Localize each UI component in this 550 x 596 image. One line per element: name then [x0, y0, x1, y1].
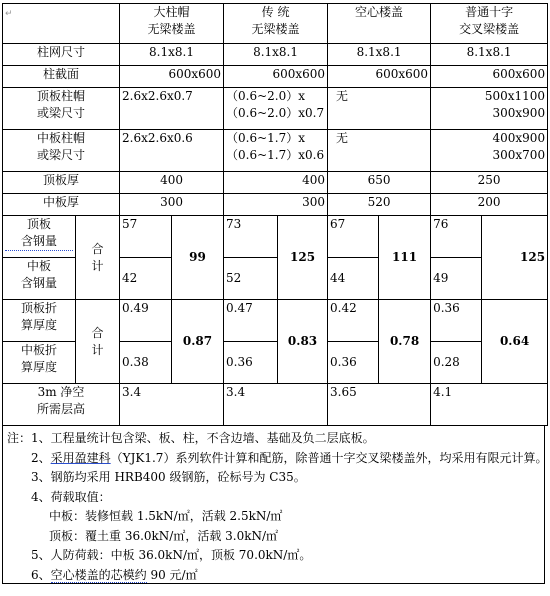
value-cell: 无: [328, 88, 431, 130]
value-cell: 600x600: [431, 66, 548, 88]
note-2: 2、采用盈建科（YJK1.7）系列软件计算和配筋，除普通十字交叉梁楼盖外，均采用有限元计算。: [31, 450, 548, 465]
total-cell: 99: [172, 216, 224, 300]
row-floor-height: [3, 384, 548, 426]
value-cell: 8.1x8.1: [431, 44, 548, 66]
value-cell: （0.6~1.7）x （0.6~1.7）x0.6: [224, 130, 328, 172]
value-cell: 650: [328, 172, 431, 194]
note-2-link: 采用盈建科: [50, 450, 111, 465]
value-cell: 0.49: [120, 300, 172, 342]
note-5: 5、人防荷载：中板 36.0kN/㎡，顶板 70.0kN/㎡。: [31, 548, 312, 562]
label-column-section: 柱截面: [3, 66, 120, 88]
label-steel-top: 顶板 含钢量: [3, 216, 76, 258]
label-floor-height: 3m 净空 所需层高: [3, 384, 120, 426]
label-equiv-sum: 合 计: [76, 300, 120, 384]
header-col-3: 空心楼盖: [328, 4, 431, 44]
notes-section: [2, 426, 548, 584]
label-mid-cap: 中板柱帽 或梁尺寸: [3, 130, 120, 172]
label-steel-sum: 合 计: [76, 216, 120, 300]
value-cell: 57: [120, 216, 172, 258]
value-cell: 0.36: [431, 300, 482, 342]
value-cell: 4.1: [431, 384, 548, 426]
value-cell: 0.28: [431, 342, 482, 384]
note-3: 3、钢筋均采用 HRB400 级钢筋，砼标号为 C35。: [31, 470, 306, 484]
note-1: 注：1、工程量统计包含梁、板、柱，不含边墙、基础及负二层底板。: [7, 431, 375, 445]
value-cell: 49: [431, 258, 482, 300]
row-equiv-top: [3, 300, 548, 342]
value-cell: 2.6x2.6x0.7: [120, 88, 224, 130]
total-cell: 111: [379, 216, 431, 300]
corner-cell: ↵: [3, 4, 120, 44]
note-4a: 中板：装修恒载 1.5kN/㎡，活载 2.5kN/㎡: [49, 509, 283, 523]
value-cell: 8.1x8.1: [224, 44, 328, 66]
value-cell: 600x600: [328, 66, 431, 88]
comparison-table: [2, 3, 548, 426]
value-cell: 500x1100 300x900: [431, 88, 548, 130]
value-cell: 0.42: [328, 300, 379, 342]
row-mid-cap: [3, 130, 548, 172]
value-cell: 400: [224, 172, 328, 194]
value-cell: 520: [328, 194, 431, 216]
value-cell: 73: [224, 216, 278, 258]
header-col-2: 传 统 无梁楼盖: [224, 4, 328, 44]
header-col-1: 大柱帽 无梁楼盖: [120, 4, 224, 44]
value-cell: 200: [431, 194, 548, 216]
total-cell: 125: [482, 216, 548, 300]
total-cell: 125: [278, 216, 328, 300]
value-cell: 无: [328, 130, 431, 172]
row-top-thickness: [3, 172, 548, 194]
value-cell: 3.4: [120, 384, 224, 426]
value-cell: 3.4: [224, 384, 328, 426]
note-4: 4、荷载取值：: [31, 489, 111, 504]
row-grid-size: [3, 44, 548, 66]
total-cell: 0.64: [482, 300, 548, 384]
value-cell: 52: [224, 258, 278, 300]
value-cell: 600x600: [120, 66, 224, 88]
value-cell: （0.6~2.0）x （0.6~2.0）x0.7: [224, 88, 328, 130]
value-cell: 0.47: [224, 300, 278, 342]
label-mid-thickness: 中板厚: [3, 194, 120, 216]
value-cell: 600x600: [224, 66, 328, 88]
total-cell: 0.78: [379, 300, 431, 384]
value-cell: 400: [120, 172, 224, 194]
label-equiv-top: 顶板折 算厚度: [3, 300, 76, 342]
value-cell: 8.1x8.1: [120, 44, 224, 66]
value-cell: 76: [431, 216, 482, 258]
value-cell: 300: [120, 194, 224, 216]
header-row: [3, 4, 548, 44]
value-cell: 300: [224, 194, 328, 216]
total-cell: 0.87: [172, 300, 224, 384]
value-cell: 400x900 300x700: [431, 130, 548, 172]
value-cell: 250: [431, 172, 548, 194]
label-steel-mid: 中板 含钢量: [3, 258, 76, 300]
label-grid-size: 柱网尺寸: [3, 44, 120, 66]
label-top-cap: 顶板柱帽 或梁尺寸: [3, 88, 120, 130]
row-steel-top: [3, 216, 548, 258]
value-cell: 2.6x2.6x0.6: [120, 130, 224, 172]
note-6-link: 空心楼盖的芯模约: [50, 567, 147, 582]
total-cell: 0.83: [278, 300, 328, 384]
value-cell: 8.1x8.1: [328, 44, 431, 66]
value-cell: 0.36: [224, 342, 278, 384]
value-cell: 0.38: [120, 342, 172, 384]
value-cell: 42: [120, 258, 172, 300]
row-top-cap: [3, 88, 548, 130]
value-cell: 3.65: [328, 384, 431, 426]
row-column-section: [3, 66, 548, 88]
header-col-4: 普通十字 交叉梁楼盖: [431, 4, 548, 44]
note-6: 6、空心楼盖的芯模约 90 元/㎡: [31, 567, 198, 582]
value-cell: 0.36: [328, 342, 379, 384]
note-4b: 顶板：覆土重 36.0kN/㎡，活载 3.0kN/㎡: [49, 528, 279, 543]
document: [2, 3, 547, 593]
label-top-thickness: 顶板厚: [3, 172, 120, 194]
label-equiv-mid: 中板折 算厚度: [3, 342, 76, 384]
row-mid-thickness: [3, 194, 548, 216]
value-cell: 44: [328, 258, 379, 300]
value-cell: 67: [328, 216, 379, 258]
